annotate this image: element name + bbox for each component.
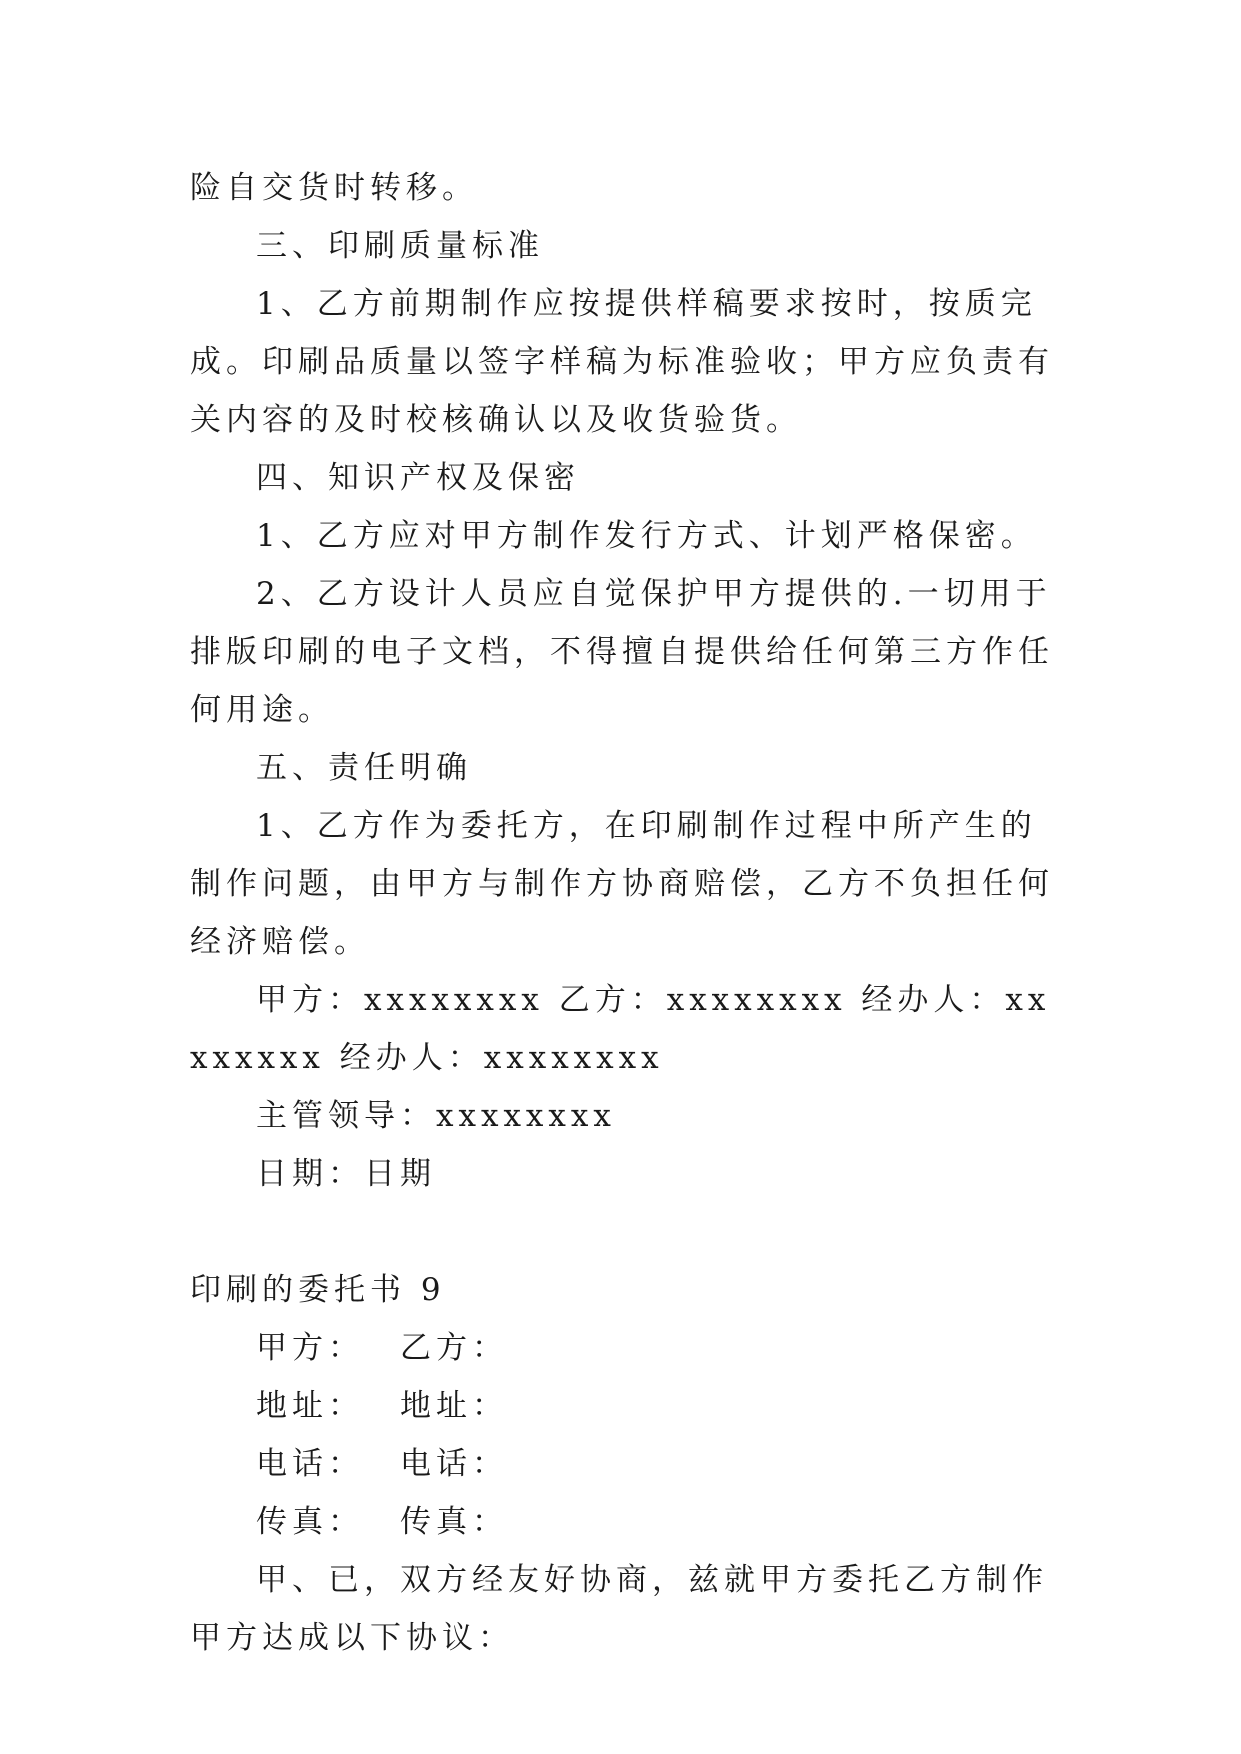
phone-a-label: 电话： [256, 1446, 364, 1482]
phone-row [190, 1435, 1055, 1493]
paragraph-confidentiality-1: 1、乙方应对甲方制作发行方式、计划严格保密。 [256, 518, 1037, 554]
section-spacer [190, 1203, 1055, 1261]
party-a-label: 甲方： [256, 1330, 364, 1366]
paragraph-supervisor: 主管领导：xxxxxxxx [256, 1098, 616, 1134]
address-b-label: 地址： [400, 1388, 508, 1424]
fax-a-label: 传真： [256, 1504, 364, 1540]
paragraph-quality-clause: 1、乙方前期制作应按提供样稿要求按时，按质完成。印刷品质量以签字样稿为标准验收；甲方应负责有关内容的及时校核确认以及收货验货。 [190, 286, 1054, 438]
party-row [190, 1319, 1055, 1377]
address-row [190, 1377, 1055, 1435]
paragraph-confidentiality-2: 2、乙方设计人员应自觉保护甲方提供的.一切用于排版印刷的电子文档，不得擅自提供给任何第三方作任何用途。 [190, 576, 1054, 728]
paragraph-signatories: 甲方：xxxxxxxx 乙方：xxxxxxxx 经办人：xxxxxxxx 经办人：xxxxxxxx [190, 982, 1051, 1076]
document-body [190, 159, 1055, 1667]
paragraph-date: 日期：日期 [256, 1156, 436, 1192]
paragraph-responsibility: 1、乙方作为委托方，在印刷制作过程中所产生的制作问题，由甲方与制作方协商赔偿，乙方不负担任何经济赔偿。 [190, 808, 1054, 960]
fax-b-label: 传真： [400, 1504, 508, 1540]
paragraph-agreement-intro: 甲、已，双方经友好协商，兹就甲方委托乙方制作甲方达成以下协议： [190, 1562, 1048, 1656]
fax-row [190, 1493, 1055, 1551]
party-b-label: 乙方： [400, 1330, 508, 1366]
phone-b-label: 电话： [400, 1446, 508, 1482]
heading-ip-confidentiality: 四、知识产权及保密 [256, 460, 580, 496]
heading-responsibility: 五、责任明确 [256, 750, 472, 786]
section-title: 印刷的委托书 9 [190, 1272, 446, 1308]
paragraph-risk-transfer: 险自交货时转移。 [190, 170, 478, 206]
address-a-label: 地址： [256, 1388, 364, 1424]
heading-print-quality: 三、印刷质量标准 [256, 228, 544, 264]
